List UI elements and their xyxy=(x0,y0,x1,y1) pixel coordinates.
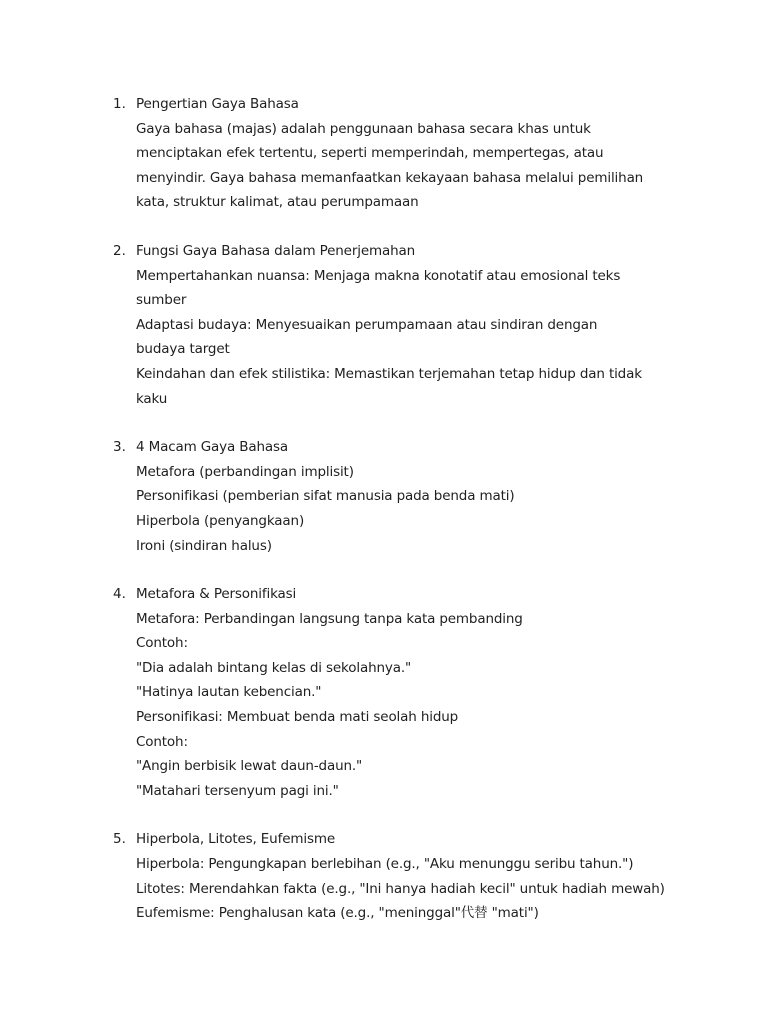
section-title: Hiperbola, Litotes, Eufemisme xyxy=(136,831,335,848)
section-text-line: "Angin berbisik lewat daun-daun." xyxy=(136,758,363,775)
section-text-line: kata, struktur kalimat, atau perumpamaan xyxy=(136,194,419,211)
section-text-line: Metafora (perbandingan implisit) xyxy=(136,463,354,480)
section-text-line: sumber xyxy=(136,292,187,309)
list-item-number: 2. xyxy=(113,242,126,259)
section-text-line: menciptakan efek tertentu, seperti memperindah, mempertegas, atau xyxy=(136,145,604,162)
section-list xyxy=(0,92,768,926)
list-item xyxy=(0,92,768,215)
section-text-line: Mempertahankan nuansa: Menjaga makna konotatif atau emosional teks xyxy=(136,267,621,284)
list-item xyxy=(0,435,768,558)
section-text-line: kaku xyxy=(136,390,168,407)
section-text-line: Litotes: Merendahkan fakta (e.g., "Ini hanya hadiah kecil" untuk hadiah mewah) xyxy=(136,880,665,897)
section-title: Metafora & Personifikasi xyxy=(136,586,297,603)
section-text-line: Hiperbola: Pengungkapan berlebihan (e.g., "Aku menunggu seribu tahun.") xyxy=(136,856,634,873)
section-text-line: Metafora: Perbandingan langsung tanpa kata pembanding xyxy=(136,610,523,627)
section-title: Fungsi Gaya Bahasa dalam Penerjemahan xyxy=(136,242,416,259)
list-item-number: 1. xyxy=(113,96,126,112)
list-item-number: 3. xyxy=(113,439,126,456)
section-text-line: Gaya bahasa (majas) adalah penggunaan bahasa secara khas untuk xyxy=(136,120,591,137)
list-item xyxy=(0,582,768,803)
section-text-line: Contoh: xyxy=(136,733,188,750)
list-item-number: 5. xyxy=(113,831,126,848)
section-text-line: Contoh: xyxy=(136,635,188,652)
section-text-line: Ironi (sindiran halus) xyxy=(136,537,272,554)
section-text-line: menyindir. Gaya bahasa memanfaatkan kekayaan bahasa melalui pemilihan xyxy=(136,169,644,186)
section-text-line: Adaptasi budaya: Menyesuaikan perumpamaan atau sindiran dengan xyxy=(136,316,598,333)
section-text-line: Eufemisme: Penghalusan kata (e.g., "meninggal"代替 "mati") xyxy=(136,905,539,922)
section-text-line: Personifikasi (pemberian sifat manusia pada benda mati) xyxy=(136,488,515,505)
list-item xyxy=(0,239,768,411)
section-text-line: Hiperbola (penyangkaan) xyxy=(136,512,305,529)
section-text-line: "Matahari tersenyum pagi ini." xyxy=(136,782,339,799)
section-text-line: "Hatinya lautan kebencian." xyxy=(136,684,322,701)
section-title: 4 Macam Gaya Bahasa xyxy=(136,439,289,456)
list-item-number: 4. xyxy=(113,586,126,603)
section-text-line: "Dia adalah bintang kelas di sekolahnya." xyxy=(136,659,412,676)
list-item xyxy=(0,827,768,925)
section-text-line: Keindahan dan efek stilistika: Memastikan terjemahan tetap hidup dan tidak xyxy=(136,365,642,382)
section-text-line: budaya target xyxy=(136,341,230,358)
section-text-line: Personifikasi: Membuat benda mati seolah hidup xyxy=(136,709,459,726)
section-title: Pengertian Gaya Bahasa xyxy=(136,96,299,112)
